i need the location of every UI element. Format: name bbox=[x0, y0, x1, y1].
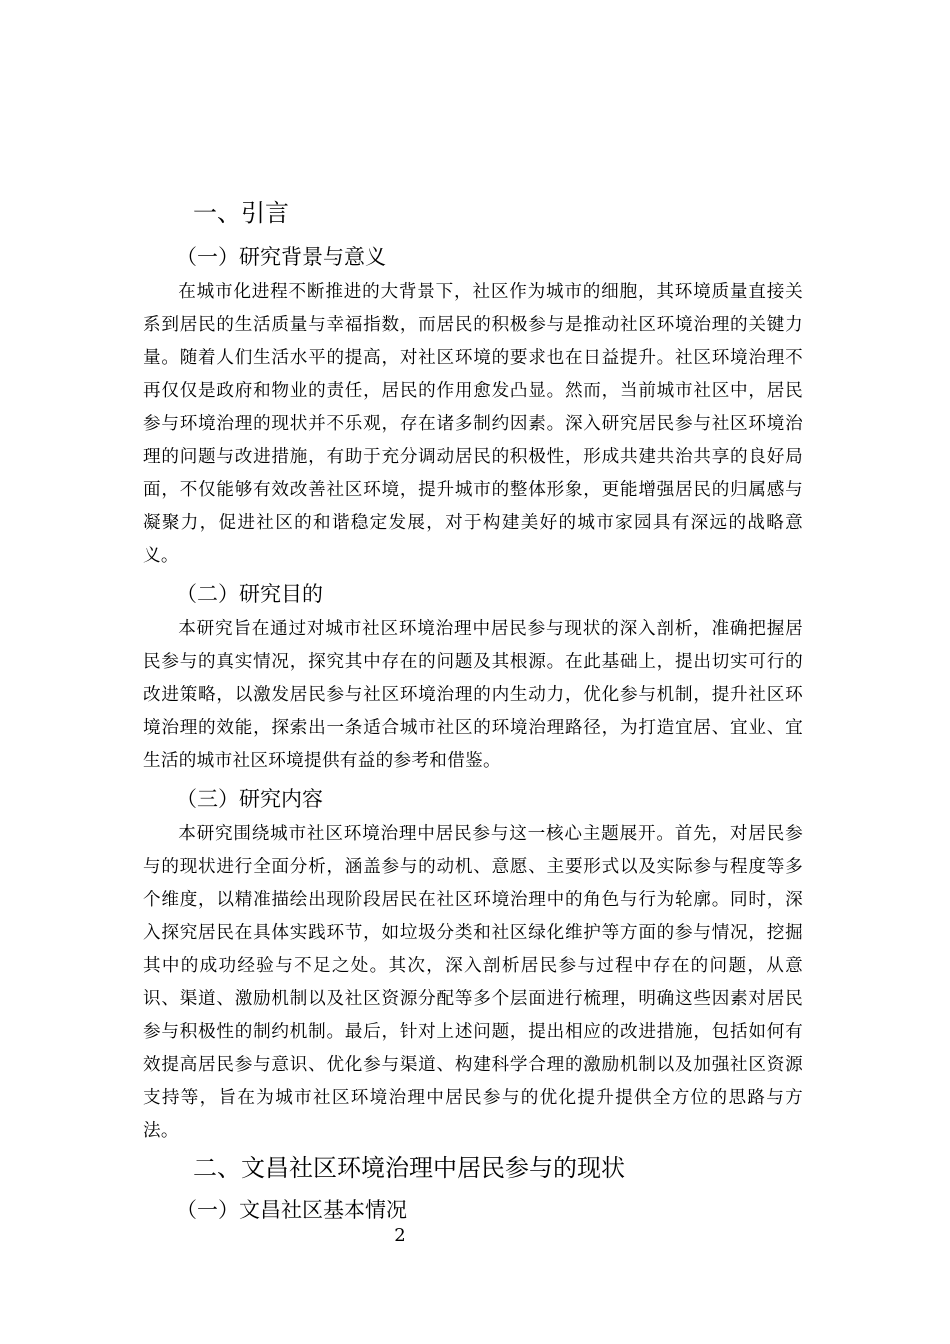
paragraph-background: 在城市化进程不断推进的大背景下，社区作为城市的细胞，其环境质量直接关系到居民的生活质量与幸福指数，而居民的积极参与是推动社区环境治理的关键力量。随着人们生活水平的提高，对社区环境的要求也在日益提升。社区环境治理不再仅仅是政府和物业的责任，居民的作用愈发凸显。然而，当前城市社区中，居民参与环境治理的现状并不乐观，存在诸多制约因素。深入研究居民参与社区环境治理的问题与改进措施，有助于充分调动居民的积极性，形成共建共治共享的良好局面，不仅能够有效改善社区环境，提升城市的整体形象，更能增强居民的归属感与凝聚力，促进社区的和谐稳定发展，对于构建美好的城市家园具有深远的战略意义。 bbox=[143, 282, 803, 566]
subsection-heading-purpose: （二）研究目的 bbox=[176, 582, 323, 606]
subsection-heading-content: （三）研究内容 bbox=[176, 787, 323, 811]
subsection-heading-basic-info: （一）文昌社区基本情况 bbox=[176, 1198, 407, 1222]
page-number: 2 bbox=[394, 1225, 406, 1246]
paragraph-purpose: 本研究旨在通过对城市社区环境治理中居民参与现状的深入剖析，准确把握居民参与的真实情况，探究其中存在的问题及其根源。在此基础上，提出切实可行的改进策略，以激发居民参与社区环境治理的内生动力，优化参与机制，提升社区环境治理的效能，探索出一条适合城市社区的环境治理路径，为打造宜居、宜业、宜生活的城市社区环境提供有益的参考和借鉴。 bbox=[143, 619, 803, 771]
section-heading-status: 二、文昌社区环境治理中居民参与的现状 bbox=[193, 1154, 625, 1182]
subsection-heading-background: （一）研究背景与意义 bbox=[176, 245, 386, 269]
paragraph-content: 本研究围绕城市社区环境治理中居民参与这一核心主题展开。首先，对居民参与的现状进行全面分析，涵盖参与的动机、意愿、主要形式以及实际参与程度等多个维度，以精准描绘出现阶段居民在社区环境治理中的角色与行为轮廓。同时，深入探究居民在具体实践环节，如垃圾分类和社区绿化维护等方面的参与情况，挖掘其中的成功经验与不足之处。其次，深入剖析居民参与过程中存在的问题，从意识、渠道、激励机制以及社区资源分配等多个层面进行梳理，明确这些因素对居民参与积极性的制约机制。最后，针对上述问题，提出相应的改进措施，包括如何有效提高居民参与意识、优化参与渠道、构建科学合理的激励机制以及加强社区资源支持等，旨在为城市社区环境治理中居民参与的优化提升提供全方位的思路与方法。 bbox=[143, 824, 803, 1141]
section-heading-introduction: 一、引言 bbox=[193, 199, 289, 227]
